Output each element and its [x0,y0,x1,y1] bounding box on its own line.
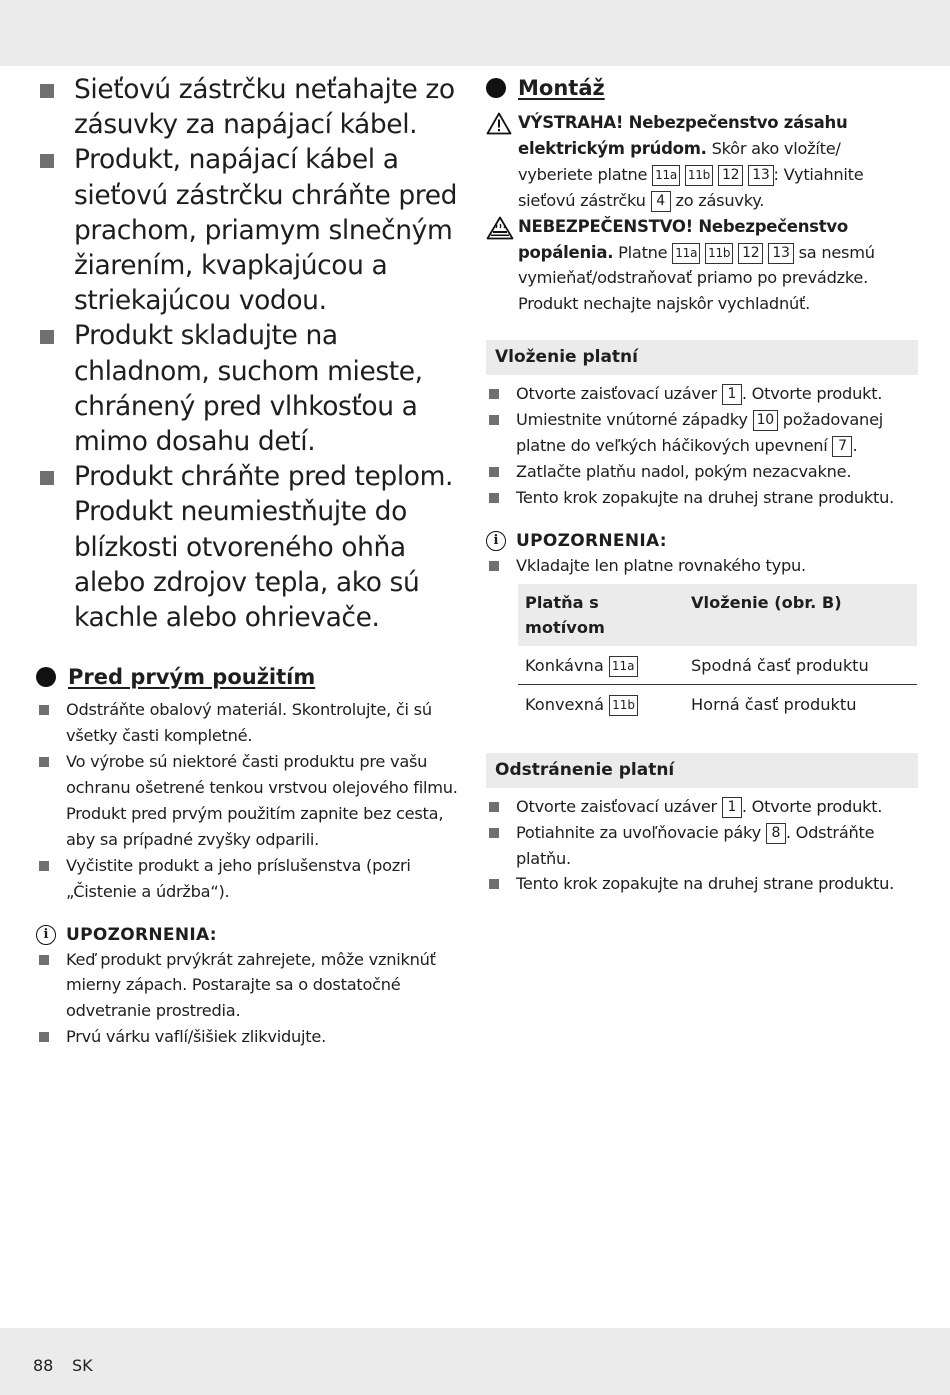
ref-box: 11b [705,243,733,264]
table-row [518,684,917,723]
ref-box: 11a [609,656,638,677]
list-item: Tento krok zopakujte na druhej strane produktu. [486,485,918,511]
ref-box: 11b [685,165,713,186]
left-column [36,72,462,1050]
insert-steps-list [486,381,918,511]
section-heading-before-first-use [36,665,462,689]
list-item: Prvú várku vaflí/šišiek zlikvidujte. [36,1024,462,1050]
ref-box: 11a [652,165,680,186]
list-item: Vo výrobe sú niektoré časti produktu pre vašu ochranu ošetrené tenkou vrstvou olejového filmu. Produkt pred prvým použitím zapnite bez cesta, aby sa prípadné zvyšky odparili. [36,749,462,853]
table-header-cell: Vloženie (obr. B) [684,584,917,646]
table-header-cell: Platňa s motívom [518,584,684,646]
language-code: SK [72,1356,93,1375]
warning-triangle-icon [486,112,512,135]
notes-title: UPOZORNENIA: [66,924,217,945]
list-item: Zatlačte platňu nadol, pokým nezacvakne. [486,459,918,485]
table-header-row [518,584,917,646]
page-number: 88 [33,1356,54,1375]
list-item: Tento krok zopakujte na druhej strane produktu. [486,871,918,897]
section-title: Montáž [518,76,605,100]
ref-box: 12 [738,243,763,264]
notes-heading [36,925,462,945]
list-item: Otvorte zaisťovací uzáver 1 . Otvorte produkt. [486,794,918,820]
ref-box: 13 [748,165,773,186]
ref-box: 7 [832,436,852,457]
section-heading-montaz [486,76,918,100]
info-icon: i [486,531,506,551]
section-title: Pred prvým použitím [68,665,316,690]
list-item: Umiestnite vnútorné západky 10 požadovanej platne do veľkých háčikových upevnení 7 . [486,407,918,459]
bullet-dot-icon [36,667,56,687]
bullet-dot-icon [486,78,506,98]
list-item: Sieťovú zástrčku neťahajte zo zásuvky za napájací kábel. [36,72,462,142]
warning-electric-shock: VÝSTRAHA! Nebezpečenstvo zásahu elektrickým prúdom. Skôr ako vložíte/ vyberiete platne 11a 11b 12 13 : Vytiahnite sieťovú zástrčku 4 zo zásuvky. [486,110,918,214]
subsection-title-insert: Vloženie platní [486,340,918,375]
table-cell: Konkávna 11a [518,646,684,685]
footer-band [0,1328,950,1395]
list-item: Produkt skladujte na chladnom, suchom mieste, chránený pred vlhkosťou a mimo dosahu detí. [36,318,462,459]
header-band [0,0,950,66]
list-item: Otvorte zaisťovací uzáver 1 . Otvorte produkt. [486,381,918,407]
safety-list [36,72,462,635]
table-cell: Spodná časť produktu [684,646,917,685]
ref-box: 1 [722,797,742,818]
ref-box: 10 [753,410,778,431]
subsection-title-remove: Odstránenie platní [486,753,918,788]
notes-title: UPOZORNENIA: [516,530,667,551]
ref-box: 8 [766,823,786,844]
notes-list [486,553,918,579]
ref-box: 1 [722,384,742,405]
ref-box: 11a [672,243,700,264]
table-cell: Konvexná 11b [518,684,684,723]
notes-list [36,947,462,1051]
list-item: Vkladajte len platne rovnakého typu. [486,553,918,579]
warning-label: NEBEZPEČENSTVO! Nebezpečenstvo popálenia. [518,216,848,262]
table-row [518,646,917,685]
ref-box: 11b [609,695,638,716]
before-first-use-list [36,697,462,904]
info-icon: i [36,925,56,945]
list-item: Potiahnite za uvoľňovacie páky 8 . Odstráňte platňu. [486,820,918,872]
ref-box: 13 [768,243,793,264]
table-cell: Horná časť produktu [691,694,857,714]
plates-table [518,584,917,723]
list-item: Keď produkt prvýkrát zahrejete, môže vzniknúť mierny zápach. Postarajte sa o dostatočné odvetranie prostredia. [36,947,462,1025]
list-item: Produkt chráňte pred teplom. Produkt neumiestňujte do blízkosti otvoreného ohňa alebo zdrojov tepla, ako sú kachle alebo ohrievače. [36,459,462,635]
hot-surface-icon [486,216,514,240]
warning-label: VÝSTRAHA! Nebezpečenstvo zásahu elektrickým prúdom. [518,113,848,158]
list-item: Vyčistite produkt a jeho príslušenstva (pozri „Čistenie a údržba“). [36,853,462,905]
list-item: Odstráňte obalový materiál. Skontrolujte, či sú všetky časti kompletné. [36,697,462,749]
list-item: Produkt, napájací kábel a sieťovú zástrčku chráňte pred prachom, priamym slnečným žiarením, kvapkajúcou a striekajúcou vodou. [36,142,462,318]
warning-burn: NEBEZPEČENSTVO! Nebezpečenstvo popálenia. Platne 11a 11b 12 13 sa nesmú vymieňať/odstraňovať priamo po prevádzke. Produkt nechajte najskôr vychladnúť. [486,214,918,318]
notes-heading [486,531,918,551]
right-column [486,72,918,897]
ref-box: 4 [651,191,671,212]
ref-box: 12 [718,165,743,186]
remove-steps-list [486,794,918,898]
